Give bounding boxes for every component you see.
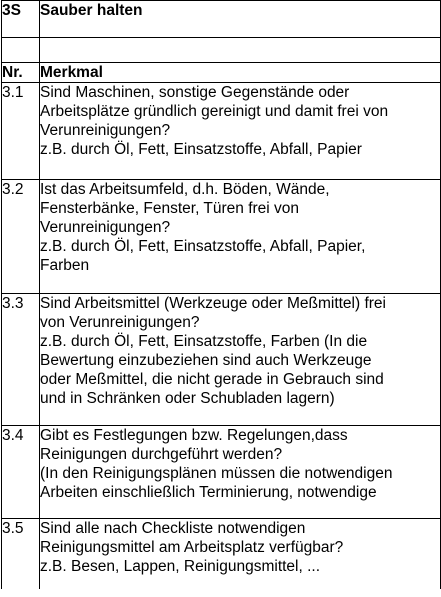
section-title: Sauber halten — [40, 1, 441, 38]
merkmal-cell — [40, 519, 441, 590]
merkmal-line: oder Meßmittel, die nicht gerade in Gebrauch sind — [40, 371, 384, 388]
table-row — [2, 180, 441, 294]
row-number: 3.3 — [2, 294, 40, 426]
merkmal-line: z.B. Besen, Lappen, Reinigungsmittel, ... — [40, 558, 321, 575]
merkmal-line: Reinigungen durchgeführt werden? — [40, 446, 283, 463]
merkmal-line: Bewertung einzubeziehen sind auch Werkzeuge — [40, 352, 372, 369]
merkmal-line: von Verunreinigungen? — [40, 314, 200, 331]
merkmal-cell — [40, 426, 441, 519]
merkmal-line: Ist das Arbeitsumfeld, d.h. Böden, Wände, — [40, 181, 330, 198]
table-row — [2, 294, 441, 426]
merkmal-cell — [40, 180, 441, 294]
merkmal-line: Sind alle nach Checkliste notwendigen — [40, 520, 306, 537]
header-merkmal: Merkmal — [40, 63, 441, 83]
spacer-cell — [40, 38, 441, 63]
merkmal-line: z.B. durch Öl, Fett, Einsatzstoffe, Farben (In die — [40, 333, 368, 350]
table-row — [2, 83, 441, 180]
merkmal-line: Verunreinigungen? — [40, 122, 171, 139]
header-nr: Nr. — [2, 63, 40, 83]
merkmal-line: (In den Reinigungsplänen müssen die notwendigen — [40, 465, 393, 482]
merkmal-line: Fensterbänke, Fenster, Türen frei von — [40, 200, 300, 217]
table-row — [2, 519, 441, 590]
spacer-cell — [2, 38, 40, 63]
merkmal-cell — [40, 294, 441, 426]
merkmal-line: z.B. durch Öl, Fett, Einsatzstoffe, Abfall, Papier — [40, 141, 362, 158]
merkmal-line: und in Schränken oder Schubladen lagern) — [40, 390, 335, 407]
merkmal-line: Sind Maschinen, sonstige Gegenstände oder — [40, 84, 350, 101]
merkmal-line: Arbeiten einschließlich Terminierung, notwendige — [40, 484, 377, 501]
merkmal-line: Verunreinigungen? — [40, 219, 171, 236]
spacer-row — [2, 38, 441, 63]
row-number: 3.1 — [2, 83, 40, 180]
merkmal-cell — [40, 83, 441, 180]
header-row — [2, 63, 441, 83]
merkmal-line: Gibt es Festlegungen bzw. Regelungen,dass — [40, 427, 348, 444]
merkmal-line: Sind Arbeitsmittel (Werkzeuge oder Meßmittel) frei — [40, 295, 386, 312]
merkmal-line: Farben — [40, 257, 90, 274]
row-number: 3.5 — [2, 519, 40, 590]
merkmal-line: z.B. durch Öl, Fett, Einsatzstoffe, Abfall, Papier, — [40, 238, 366, 255]
checklist-table — [1, 0, 441, 589]
section-number: 3S — [2, 1, 40, 38]
table-row — [2, 426, 441, 519]
row-number: 3.4 — [2, 426, 40, 519]
merkmal-line: Reinigungsmittel am Arbeitsplatz verfügbar? — [40, 539, 344, 556]
title-row — [2, 1, 441, 38]
row-number: 3.2 — [2, 180, 40, 294]
merkmal-line: Arbeitsplätze gründlich gereinigt und damit frei von — [40, 103, 389, 120]
